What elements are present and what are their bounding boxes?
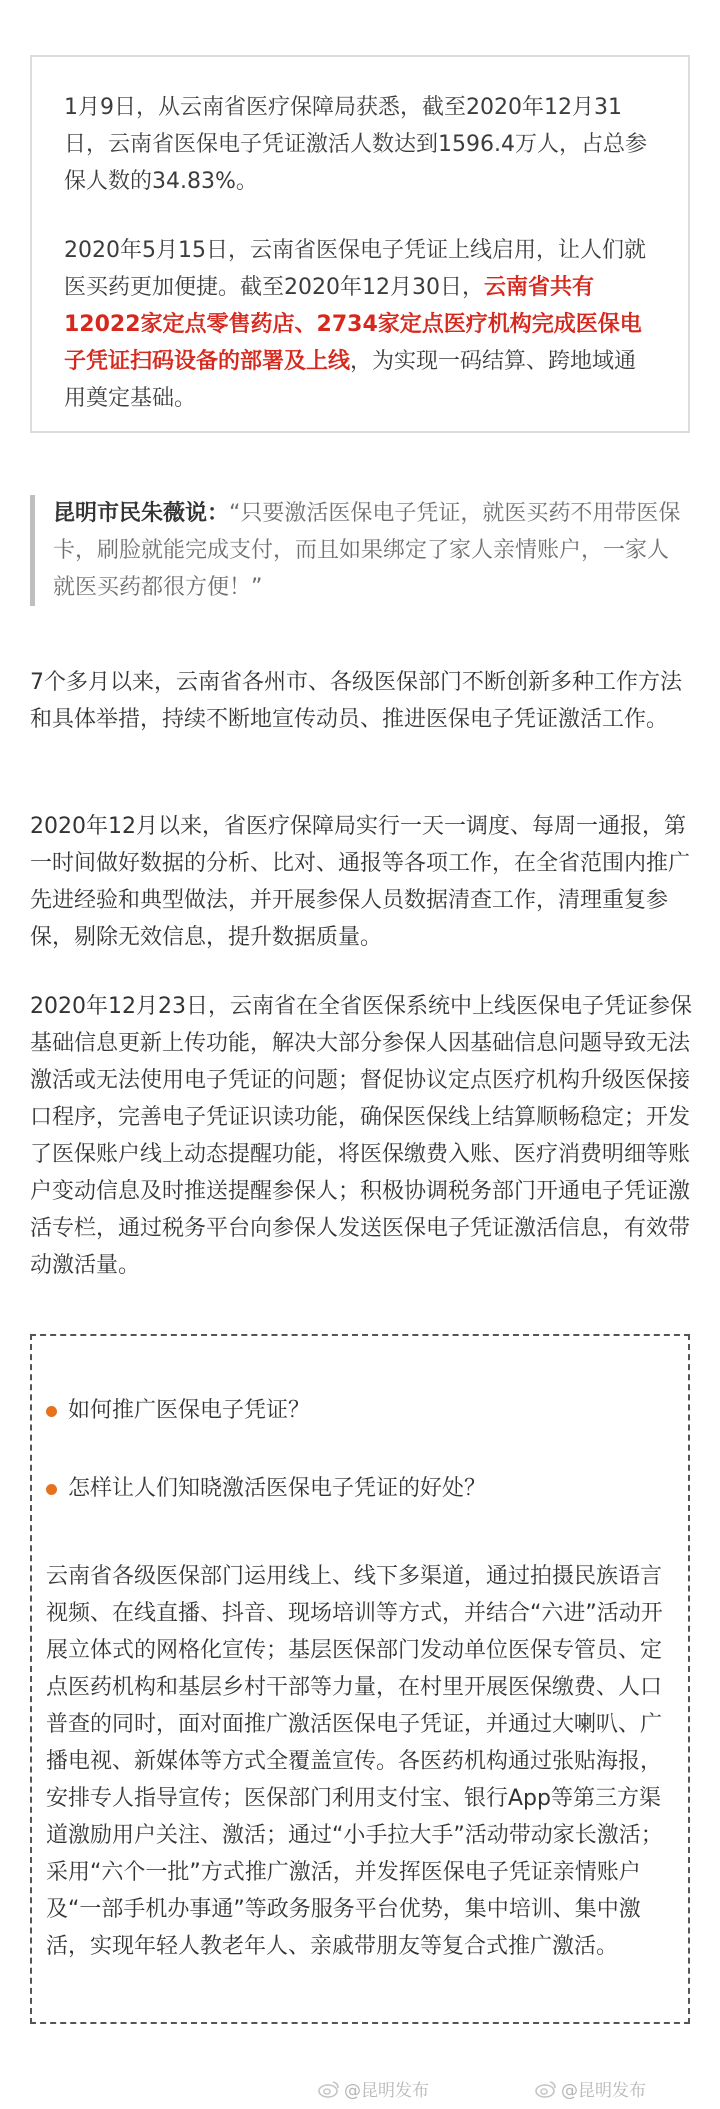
article-paragraph: 7个多月以来，云南省各州市、各级医保部门不断创新多种工作方法和具体举措，持续不断地宣传动员、推进医保电子凭证激活工作。 xyxy=(30,670,682,732)
highlighted-text: 云南省共有12022家定点零售药店、2734家定点医疗机构完成医保电子凭证扫码设备的部署及上线 xyxy=(64,275,642,374)
faq-answer: 云南省各级医保部门运用线上、线下多渠道，通过拍摄民族语言视频、在线直播、抖音、现场培训等方式，并结合“六进”活动开展立体式的网格化宣传；基层医保部门发动单位医保专管员、定点医药机构和基层乡村干部等力量，在村里开展医保缴费、人口普查的同时，面对面推广激活医保电子凭证，并通过大喇叭、广播电视、新媒体等方式全覆盖宣传。各医药机构通过张贴海报，安排专人指导宣传；医保部门利用支付宝、银行App等第三方渠道激励用户关注、激活；通过“小手拉大手”活动带动家长激活；采用“六个一批”方式推广激活，并发挥医保电子凭证亲情账户及“一部手机办事通”等政务服务平台优势，集中培训、集中激活，实现年轻人教老年人、亲戚带朋友等复合式推广激活。 xyxy=(46,1564,663,1959)
weibo-icon xyxy=(318,2080,340,2098)
watermark-text: @昆明发布 xyxy=(344,2081,429,2101)
summary-paragraph-2-ending: ，为实现一码结算、跨地域通用奠定基础。 xyxy=(64,349,637,411)
faq-question xyxy=(46,1396,310,1426)
quote-text: “只要激活医保电子凭证，就医买药不用带医保卡，刷脸就能完成支付，而且如果绑定了家人亲情账户，一家人就医买药都很方便！” xyxy=(53,501,681,600)
summary-paragraph-1: 1月9日，从云南省医疗保障局获悉，截至2020年12月31日，云南省医保电子凭证激活人数达到1596.4万人，占总参保人数的34.83%。 xyxy=(64,95,647,194)
bullet-dot-icon xyxy=(46,1484,57,1495)
faq-question xyxy=(46,1474,486,1504)
watermark-text: @昆明发布 xyxy=(561,2081,646,2101)
citizen-quote xyxy=(30,495,690,606)
faq-box xyxy=(30,1334,690,2024)
summary-paragraph-2-text: 2020年5月15日，云南省医保电子凭证上线启用，让人们就医买药更加便捷。截至2020年12月30日， xyxy=(64,238,646,300)
faq-question-text: 如何推广医保电子凭证？ xyxy=(68,1398,311,1423)
quote-speaker: 昆明市民朱薇说： xyxy=(53,501,230,526)
weibo-icon xyxy=(535,2080,557,2098)
article-paragraph: 2020年12月23日，云南省在全省医保系统中上线医保电子凭证参保基础信息更新上传功能，解决大部分参保人因基础信息问题导致无法激活或无法使用电子凭证的问题；督促协议定点医疗机构升级医保接口程序，完善电子凭证识读功能，确保医保线上结算顺畅稳定；开发了医保账户线上动态提醒功能，将医保缴费入账、医疗消费明细等账户变动信息及时推送提醒参保人；积极协调税务部门开通电子凭证激活专栏，通过税务平台向参保人发送医保电子凭证激活信息，有效带动激活量。 xyxy=(30,994,692,1278)
faq-question-text: 怎样让人们知晓激活医保电子凭证的好处？ xyxy=(68,1476,487,1501)
article-paragraph: 2020年12月以来，省医疗保障局实行一天一调度、每周一通报，第一时间做好数据的分析、比对、通报等各项工作，在全省范围内推广先进经验和典型做法，并开展参保人员数据清查工作，清理重复参保，剔除无效信息，提升数据质量。 xyxy=(30,814,691,950)
bullet-dot-icon xyxy=(46,1406,57,1417)
summary-box xyxy=(30,55,690,433)
watermark xyxy=(535,2076,646,2101)
watermark xyxy=(318,2076,429,2101)
summary-paragraph-2 xyxy=(64,232,658,417)
